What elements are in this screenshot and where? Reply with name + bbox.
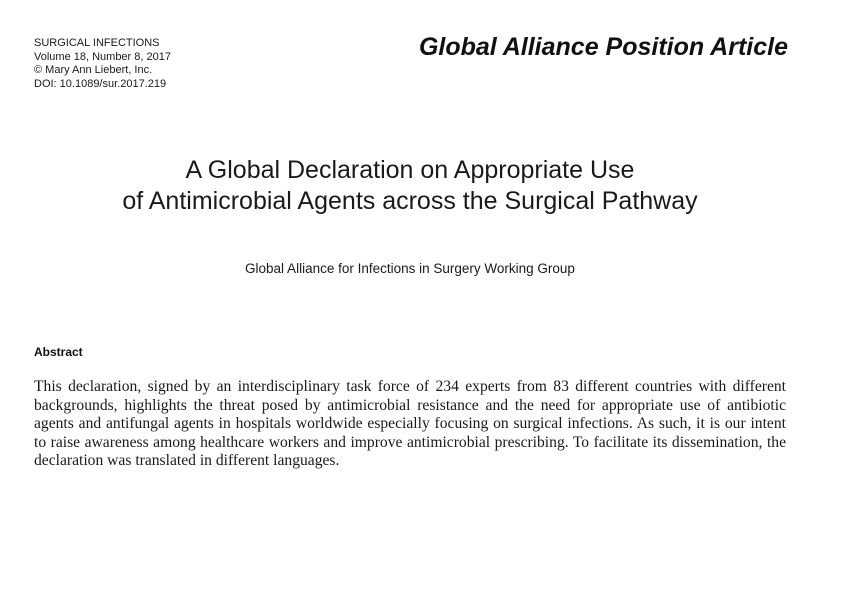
journal-volume: Volume 18, Number 8, 2017 [34,50,171,63]
journal-doi: DOI: 10.1089/sur.2017.219 [34,77,167,90]
journal-metadata [34,37,171,91]
journal-copyright: © Mary Ann Liebert, Inc. [34,64,153,76]
author-group: Global Alliance for Infections in Surgery Working Group [245,261,575,276]
abstract-text: This declaration, signed by an interdisciplinary task force of 234 experts from 83 different countries with different backgrounds, highlights the threat posed by antimicrobial resistance and the need for appropriate use of antibiotic agents and antifungal agents in hospitals worldwide especially focusing on surgical infections. As such, it is our intent to raise awareness among healthcare workers and improve antimicrobial prescribing. To facilitate its dissemination, the declaration was translated in different languages. [34,378,786,469]
article-title [0,155,820,217]
article-title-line-2: of Antimicrobial Agents across the Surgical Pathway [122,187,698,215]
article-title-line-1: A Global Declaration on Appropriate Use [185,156,635,184]
abstract-heading: Abstract [34,345,83,359]
journal-name: SURGICAL INFECTIONS [34,37,160,49]
article-type-heading: Global Alliance Position Article [418,33,788,61]
